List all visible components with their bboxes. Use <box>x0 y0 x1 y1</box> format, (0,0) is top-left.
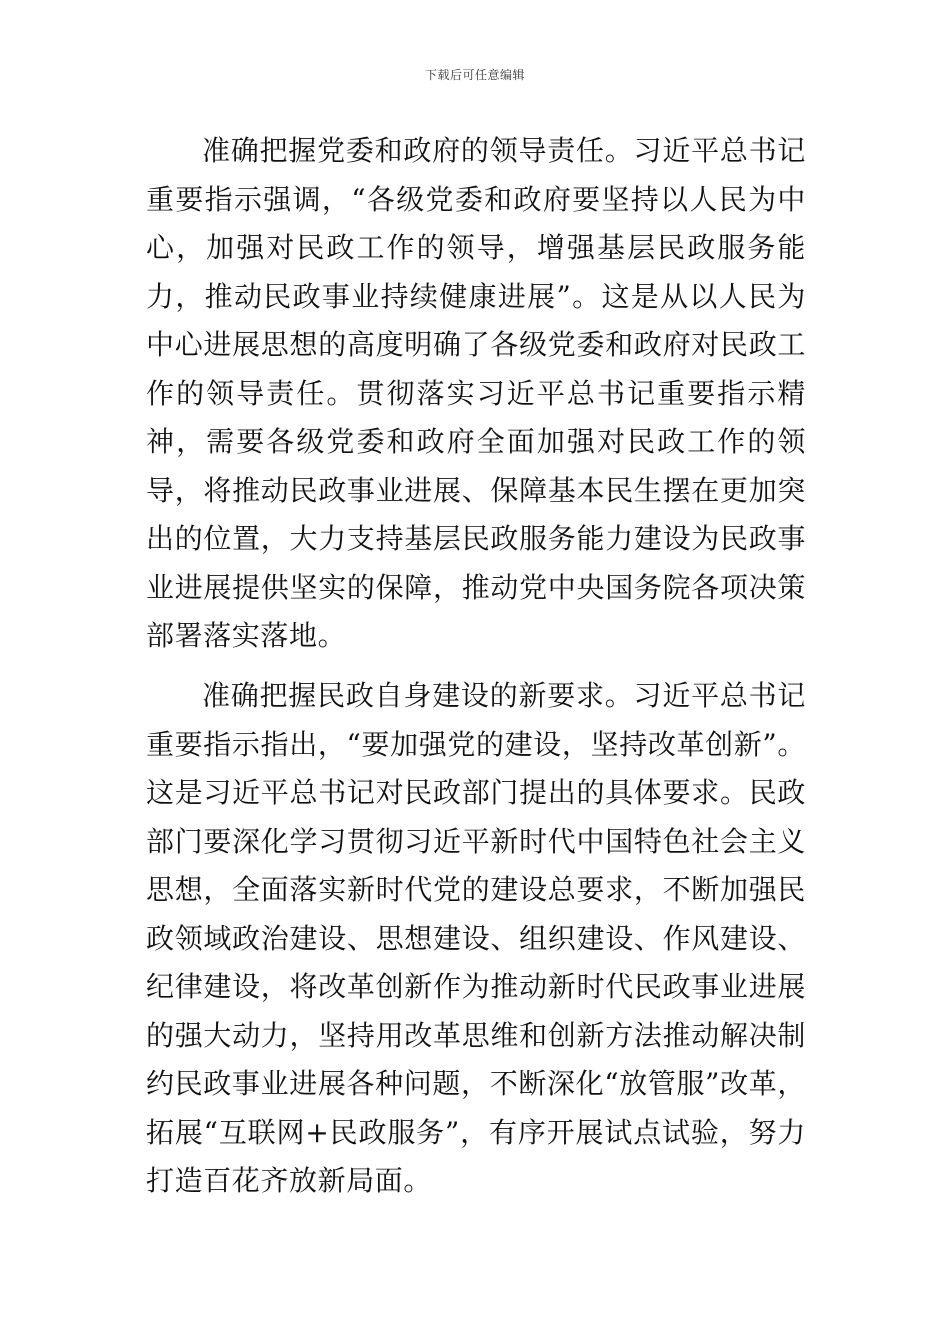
header-note: 下载后可任意编辑 <box>424 68 525 82</box>
body-paragraph-2: 准确把握民政自身建设的新要求。习近平总书记重要指示指出，“要加强党的建设，坚持改革创新”。这是习近平总书记对民政部门提出的具体要求。民政部门要深化学习贯彻习近平新时代中国特色社会主义思想，全面落实新时代党的建设总要求，不断加强民政领域政治建设、思想建设、组织建设、作风建设、纪律建设，将改革创新作为推动新时代民政事业进展的强大动力，坚持用改革思维和创新方法推动解决制约民政事业进展各种问题，不断深化“放管服”改革，拓展“互联网+民政服务”，有序开展试点试验，努力打造百花齐放新局面。 <box>146 679 806 1197</box>
body-paragraph-1: 准确把握党委和政府的领导责任。习近平总书记重要指示强调，“各级党委和政府要坚持以人民为中心，加强对民政工作的领导，增强基层民政服务能力，推动民政事业持续健康进展”。这是从以人民为中心进展思想的高度明确了各级党委和政府对民政工作的领导责任。贯彻落实习近平总书记重要指示精神，需要各级党委和政府全面加强对民政工作的领导，将推动民政事业进展、保障基本民生摆在更加突出的位置，大力支持基层民政服务能力建设为民政事业进展提供坚实的保障，推动党中央国务院各项决策部署落实落地。 <box>146 134 806 652</box>
